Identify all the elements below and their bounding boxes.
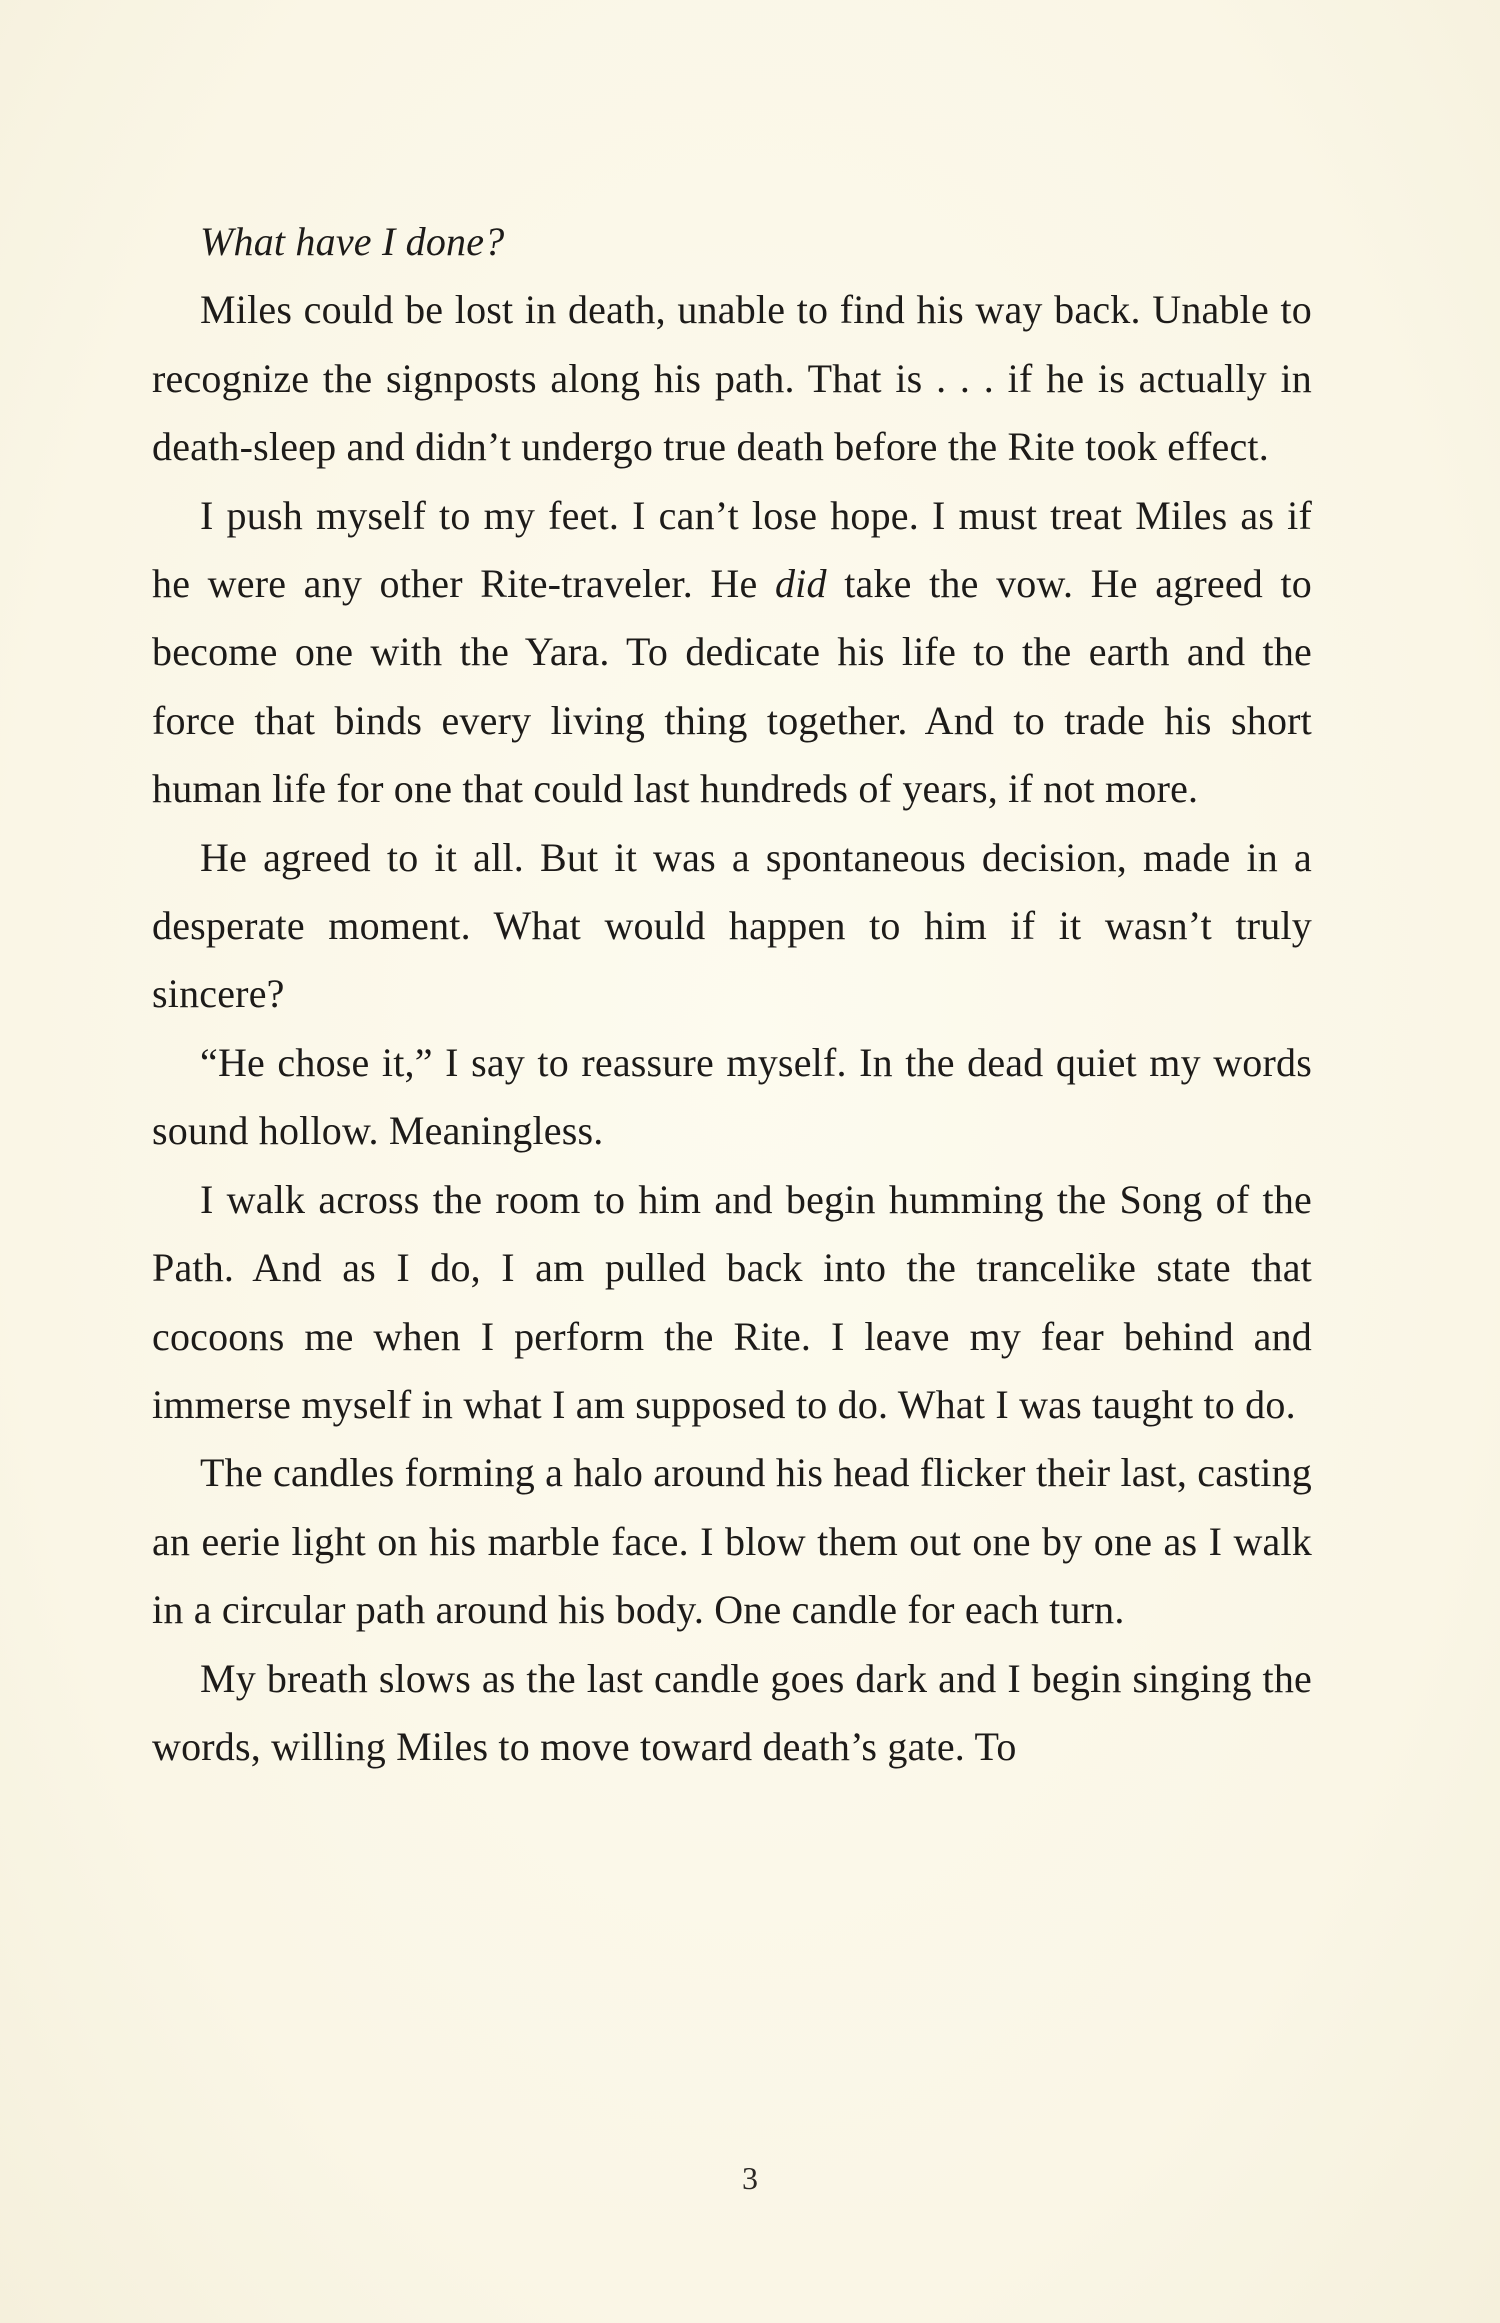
paragraph-8: My breath slows as the last candle goes dark and I begin singing the words, willing Miles to move toward death’s gate. To bbox=[152, 1655, 1312, 1769]
body-text bbox=[152, 208, 1312, 1781]
paragraph-6: I walk across the room to him and begin humming the Song of the Path. And as I do, I am pulled back into the trancelike state that cocoons me when I perform the Rite. I leave my fear behind and immerse myself in what I am supposed to do. What I was taught to do. bbox=[152, 1176, 1312, 1427]
paragraph-3-after: take the vow. He agreed to become one with the Yara. To dedicate his life to the earth and the force that binds every living thing together. And to trade his short human life for one that could last hundreds of years, if not more. bbox=[152, 561, 1313, 812]
paragraph-3-emphasis: did bbox=[774, 561, 827, 607]
paragraph-4: He agreed to it all. But it was a spontaneous decision, made in a desperate moment. What would happen to him if it wasn’t truly sincere? bbox=[152, 834, 1312, 1017]
paragraph-3-before: I push myself to my feet. I can’t lose hope. I must treat Miles as if he were any other Rite-traveler. He bbox=[152, 492, 1312, 607]
paragraph-3 bbox=[152, 482, 1312, 824]
paragraph-5: “He chose it,” I say to reassure myself. In the dead quiet my words sound hollow. Meaningless. bbox=[152, 1039, 1312, 1154]
paragraph-2: Miles could be lost in death, unable to find his way back. Unable to recognize the signposts along his path. That is . . . if he is actually in death-sleep and didn’t undergo true death before the Rite took effect. bbox=[152, 287, 1312, 470]
paragraph-7: The candles forming a halo around his head flicker their last, casting an eerie light on his marble face. I blow them out one by one as I walk in a circular path around his body. One candle for each turn. bbox=[152, 1450, 1312, 1633]
paragraph-1: What have I done? bbox=[200, 219, 505, 264]
page-number: 3 bbox=[742, 2160, 758, 2196]
